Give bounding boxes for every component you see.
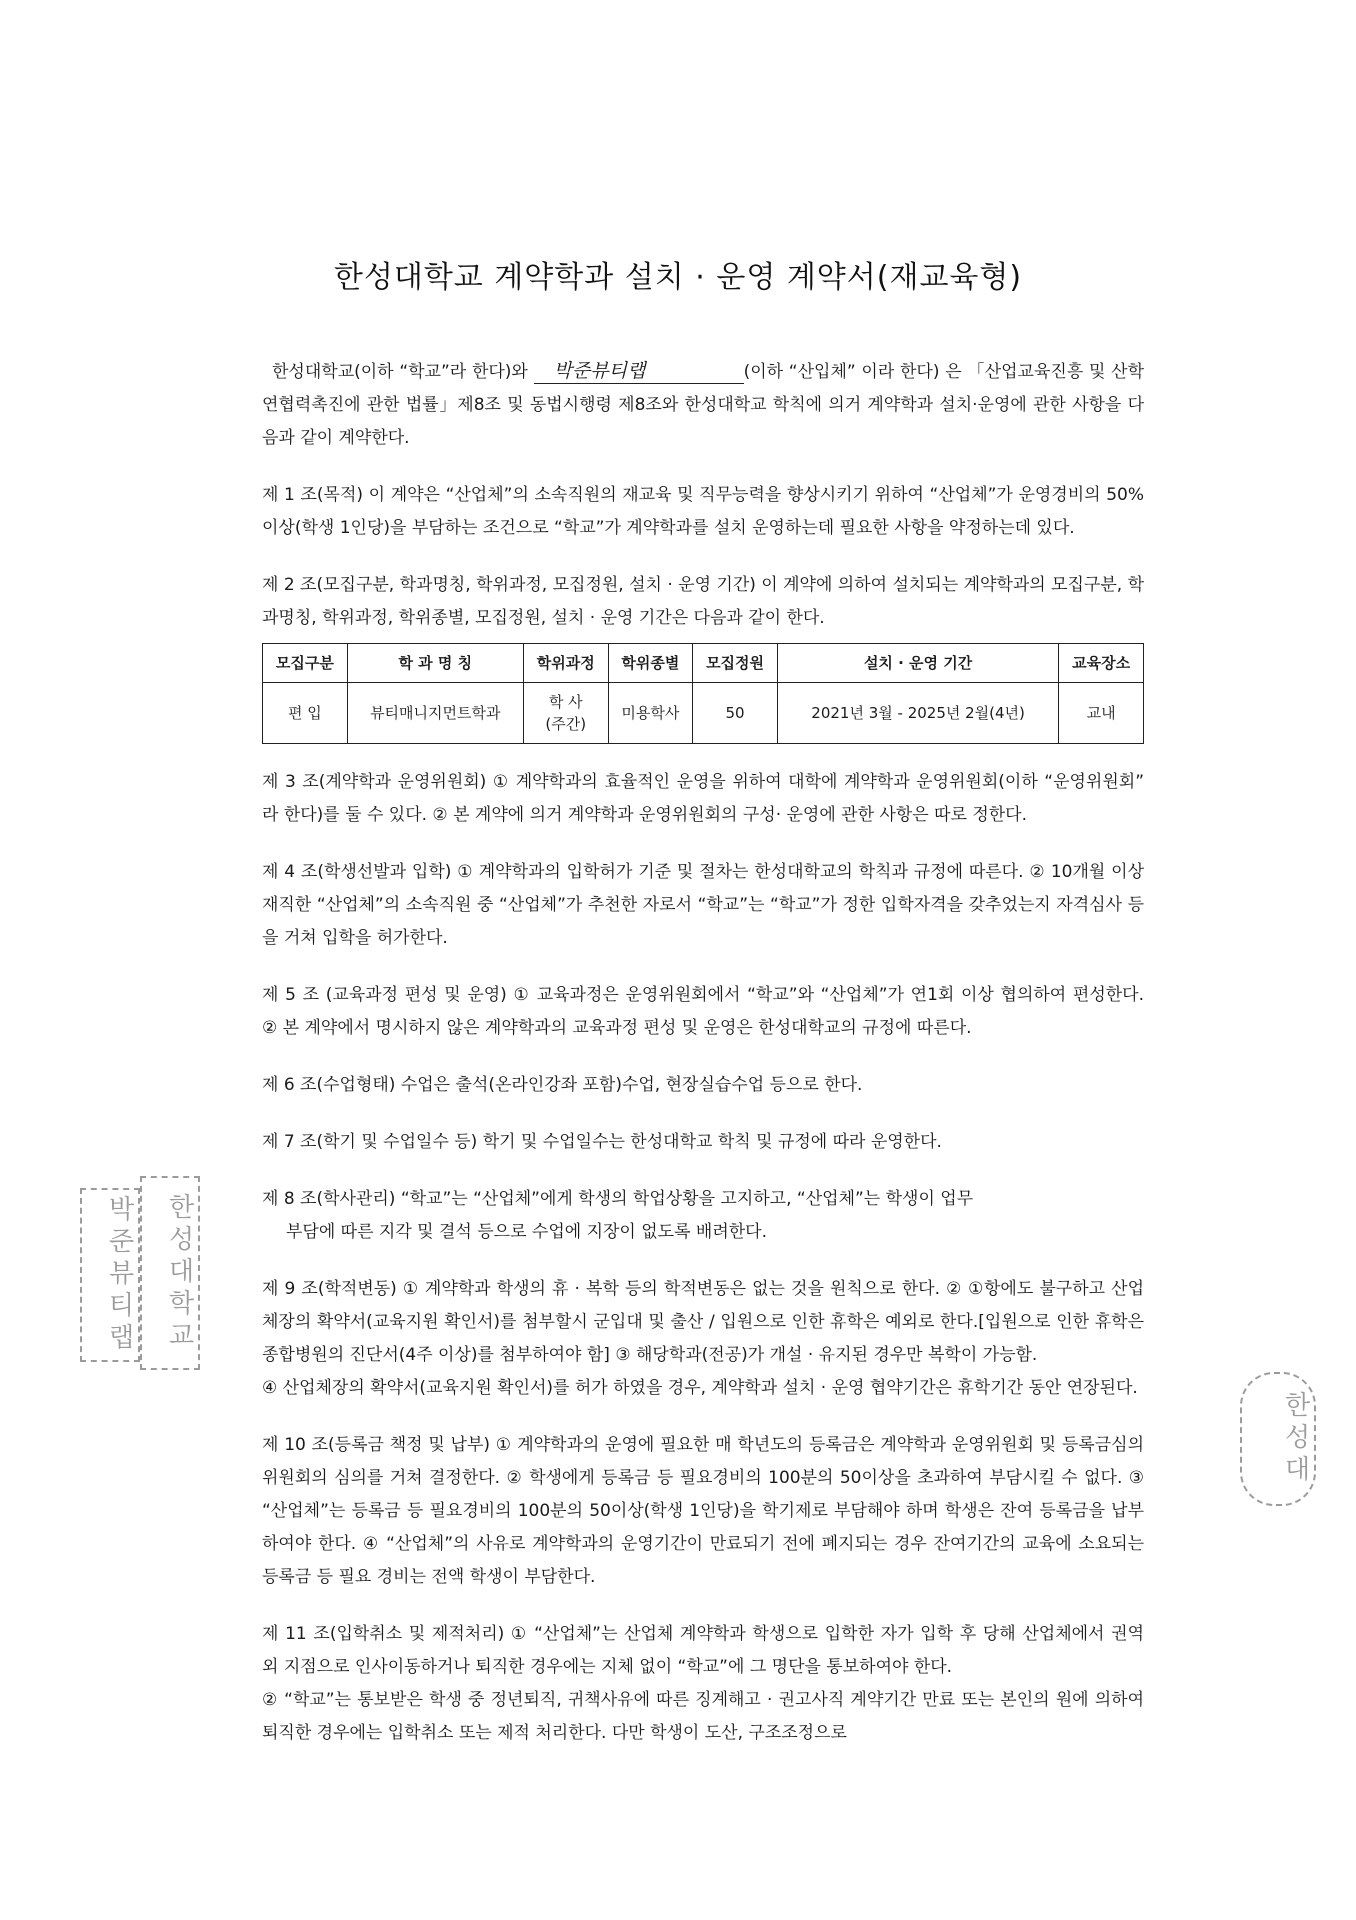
cell-place: 교내	[1059, 683, 1144, 744]
cell-degree-kind: 미용학사	[608, 683, 693, 744]
article-4: 제 4 조(학생선발과 입학) ① 계약학과의 입학허가 기준 및 절차는 한성대학교의 학칙과 규정에 따른다. ② 10개월 이상 재직한 “산업체”의 소속직원 중 “산업체”가 추천한 자로서 “학교”는 “학교”가 정한 입학자격을 갖추었는지 자격심사 등을 거쳐 입학을 허가한다.	[262, 862, 1144, 948]
article-8-line-1: 제 8 조(학사관리) “학교”는 “산업체”에게 학생의 학업상황을 고지하고, “산업체”는 학생이 업무	[262, 1189, 974, 1209]
article-7: 제 7 조(학기 및 수업일수 등) 학기 및 수업일수는 한성대학교 학칙 및 규정에 따라 운영한다.	[262, 1132, 942, 1152]
article-2: 제 2 조(모집구분, 학과명칭, 학위과정, 모집정원, 설치 · 운영 기간) 이 계약에 의하여 설치되는 계약학과의 모집구분, 학과명칭, 학위과정, 학위종별, 모집정원, 설치 · 운영 기간은 다음과 같이 한다.	[262, 575, 1144, 628]
article-8-line-2: 부담에 따른 지각 및 결석 등으로 수업에 지장이 없도록 배려한다.	[286, 1222, 768, 1242]
article-1: 제 1 조(목적) 이 계약은 “산업체”의 소속직원의 재교육 및 직무능력을 향상시키기 위하여 “산업체”가 운영경비의 50%이상(학생 1인당)을 부담하는 조건으로 “학교”가 계약학과를 설치 운영하는데 필요한 사항을 약정하는데 있다.	[262, 485, 1144, 538]
intro-part1: 한성대학교(이하 “학교”라 한다)와	[272, 362, 528, 382]
article-9-part-1: 제 9 조(학적변동) ① 계약학과 학생의 휴 · 복학 등의 학적변동은 없는 것을 원칙으로 한다. ② ①항에도 불구하고 산업체장의 확약서(교육지원 확인서)를 첨부할시 군입대 및 출산 / 입원으로 인한 휴학은 예외로 한다.[입원으로 인한 휴학은 종합병원의 진단서(4주 이상)를 첨부하여야 함] ③ 해당학과(전공)가 개설 · 유지된 경우만 복학이 가능함.	[262, 1279, 1144, 1365]
cell-quota: 50	[693, 683, 778, 744]
document-body	[262, 356, 1144, 1750]
degree-line-1: 학 사	[548, 693, 583, 711]
article-10: 제 10 조(등록금 책정 및 납부) ① 계약학과의 운영에 필요한 매 학년도의 등록금은 계약학과 운영위원회 및 등록금심의위원회의 심의를 거쳐 결정한다. ② 학생에게 등록금 등 필요경비의 100분의 50이상을 초과하여 부담시킬 수 없다. ③ “산업체”는 등록금 등 필요경비의 100분의 50이상(학생 1인당)을 학기제로 부담해야 하며 학생은 잔여 등록금을 납부하여야 한다. ④ “산업체”의 사유로 계약학과의 운영기간이 만료되기 전에 폐지되는 경우 잔여기간의 교육에 소요되는 등록금 등 필요 경비는 전액 학생이 부담한다.	[262, 1435, 1144, 1587]
header-quota: 모집정원	[693, 644, 778, 683]
degree-line-2: (주간)	[545, 715, 587, 733]
right-seal-text: 한성대	[1280, 1391, 1310, 1487]
header-recruit-type: 모집구분	[263, 644, 348, 683]
header-degree-kind: 학위종별	[608, 644, 693, 683]
header-degree-course: 학위과정	[523, 644, 608, 683]
left-seal-text: 박준뷰티랩	[104, 1195, 134, 1355]
document-title: 한성대학교 계약학과 설치 · 운영 계약서(재교육형)	[333, 260, 1023, 295]
intro-part2: (이하 “산입체” 이라 한다) 은 「산업교육진흥 및 산학연협력촉진에 관한 법률」제8조 및 동법시행령 제8조와 한성대학교 학칙에 의거 계약학과 설치·운영에 관한 사항을 다음과 같이 계약한다.	[262, 362, 1144, 448]
header-place: 교육장소	[1059, 644, 1144, 683]
company-name-handwritten: 박준뷰티랩	[534, 359, 744, 384]
left-seal-stamp	[80, 1188, 140, 1362]
article-9-part-2: ④ 산업체장의 확약서(교육지원 확인서)를 허가 하였을 경우, 계약학과 설치 · 운영 협약기간은 휴학기간 동안 연장된다.	[262, 1378, 1138, 1398]
article-5: 제 5 조 (교육과정 편성 및 운영) ① 교육과정은 운영위원회에서 “학교”와 “산업체”가 연1회 이상 협의하여 편성한다. ② 본 계약에서 명시하지 않은 계약학과의 교육과정 편성 및 운영은 한성대학교의 규정에 따른다.	[262, 985, 1144, 1038]
article-6: 제 6 조(수업형태) 수업은 출석(온라인강좌 포함)수업, 현장실습수업 등으로 한다.	[262, 1075, 863, 1095]
table-row	[263, 683, 1144, 744]
header-dept-name: 학 과 명 칭	[347, 644, 523, 683]
table-header-row	[263, 644, 1144, 683]
department-info-table	[262, 643, 1144, 744]
article-11-part-1: 제 11 조(입학취소 및 제적처리) ① “산업체”는 산업체 계약학과 학생으로 입학한 자가 입학 후 당해 산업체에서 권역 외 지점으로 인사이동하거나 퇴직한 경우에는 지체 없이 “학교”에 그 명단을 통보하여야 한다.	[262, 1624, 1144, 1677]
intro-paragraph	[262, 356, 1144, 455]
cell-degree-course	[523, 683, 608, 744]
cell-recruit-type: 편 입	[263, 683, 348, 744]
cell-period: 2021년 3월 - 2025년 2월(4년)	[777, 683, 1058, 744]
left-seal-text-2: 한성대학교	[164, 1193, 194, 1353]
right-seal-stamp	[1240, 1372, 1316, 1506]
header-period: 설치 · 운영 기간	[777, 644, 1058, 683]
left-seal-stamp-2	[140, 1176, 200, 1370]
article-11-part-2: ② “학교”는 통보받은 학생 중 정년퇴직, 귀책사유에 따른 징계해고 · 권고사직 계약기간 만료 또는 본인의 원에 의하여 퇴직한 경우에는 입학취소 또는 제적 처리한다. 다만 학생이 도산, 구조조정으로	[262, 1690, 1144, 1743]
article-3: 제 3 조(계약학과 운영위원회) ① 계약학과의 효율적인 운영을 위하여 대학에 계약학과 운영위원회(이하 “운영위원회” 라 한다)를 둘 수 있다. ② 본 계약에 의거 계약학과 운영위원회의 구성· 운영에 관한 사항은 따로 정한다.	[262, 772, 1144, 825]
cell-dept-name: 뷰티매니지먼트학과	[347, 683, 523, 744]
